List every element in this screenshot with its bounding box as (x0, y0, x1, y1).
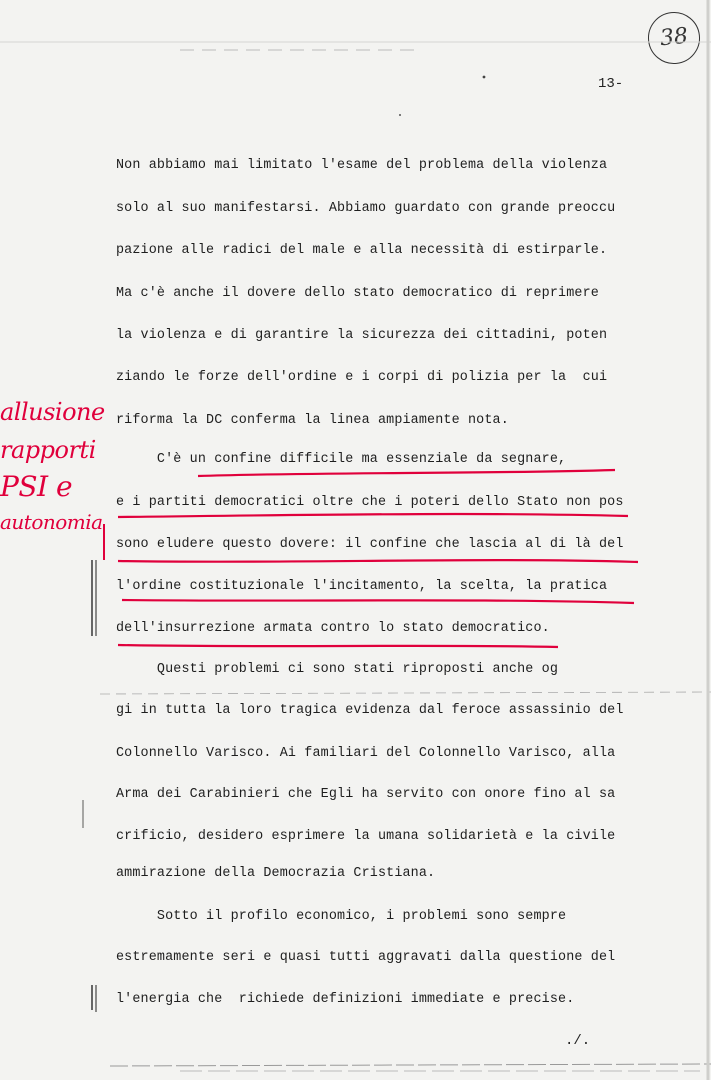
margin-note-line: PSI e (0, 470, 73, 503)
text-line: dell'insurrezione armata contro lo stato democratico. (116, 621, 550, 636)
text-line: Questi problemi ci sono stati riproposti anche og (116, 662, 559, 677)
red-underline (198, 470, 615, 476)
text-line: e i partiti democratici oltre che i poteri dello Stato non pos (116, 495, 624, 510)
text-line: pazione alle radici del male e alla necessità di estirparle. (116, 243, 608, 258)
archive-number-stamp: 38 (645, 9, 702, 66)
text-line: Arma dei Carabinieri che Egli ha servito con onore fino al sa (116, 787, 616, 802)
margin-note-line: rapporti (0, 436, 96, 464)
text-line: ammirazione della Democrazia Cristiana. (116, 866, 436, 881)
ink-speck (483, 76, 486, 79)
red-underline (118, 645, 558, 647)
text-line: riforma la DC conferma la linea ampiamente nota. (116, 413, 509, 428)
text-line: Non abbiamo mai limitato l'esame del problema della violenza (116, 158, 608, 173)
text-line: Ma c'è anche il dovere dello stato democratico di reprimere (116, 286, 599, 301)
margin-note-line: allusione (0, 398, 105, 426)
text-line: la violenza e di garantire la sicurezza dei cittadini, poten (116, 328, 608, 343)
scan-artifact-line (100, 692, 711, 694)
text-line: sono eludere questo dovere: il confine che lascia al di là del (116, 537, 624, 552)
text-line: crificio, desidero esprimere la umana solidarietà e la civile (116, 829, 616, 844)
text-line: gi in tutta la loro tragica evidenza dal feroce assassinio del (116, 703, 624, 718)
text-line: l'energia che richiede definizioni immediate e precise. (116, 992, 575, 1007)
text-line: ziando le forze dell'ordine e i corpi di polizia per la cui (116, 370, 608, 385)
text-line: estremamente seri e quasi tutti aggravati dalla questione del (116, 950, 616, 965)
text-line: l'ordine costituzionale l'incitamento, la scelta, la pratica (116, 579, 608, 594)
page-number: 13- (598, 76, 624, 92)
text-line: C'è un confine difficile ma essenziale da segnare, (116, 452, 567, 467)
end-mark: ./. (565, 1033, 591, 1049)
ink-speck (399, 114, 401, 116)
red-underline (118, 514, 628, 517)
margin-note-line: autonomia (0, 510, 103, 534)
red-underline (118, 560, 638, 562)
text-line: Colonnello Varisco. Ai familiari del Colonnello Varisco, alla (116, 746, 616, 761)
scan-artifact-line (110, 1064, 711, 1066)
red-underline (122, 600, 634, 603)
text-line: solo al suo manifestarsi. Abbiamo guardato con grande preoccu (116, 201, 616, 216)
text-line: Sotto il profilo economico, i problemi sono sempre (116, 909, 567, 924)
